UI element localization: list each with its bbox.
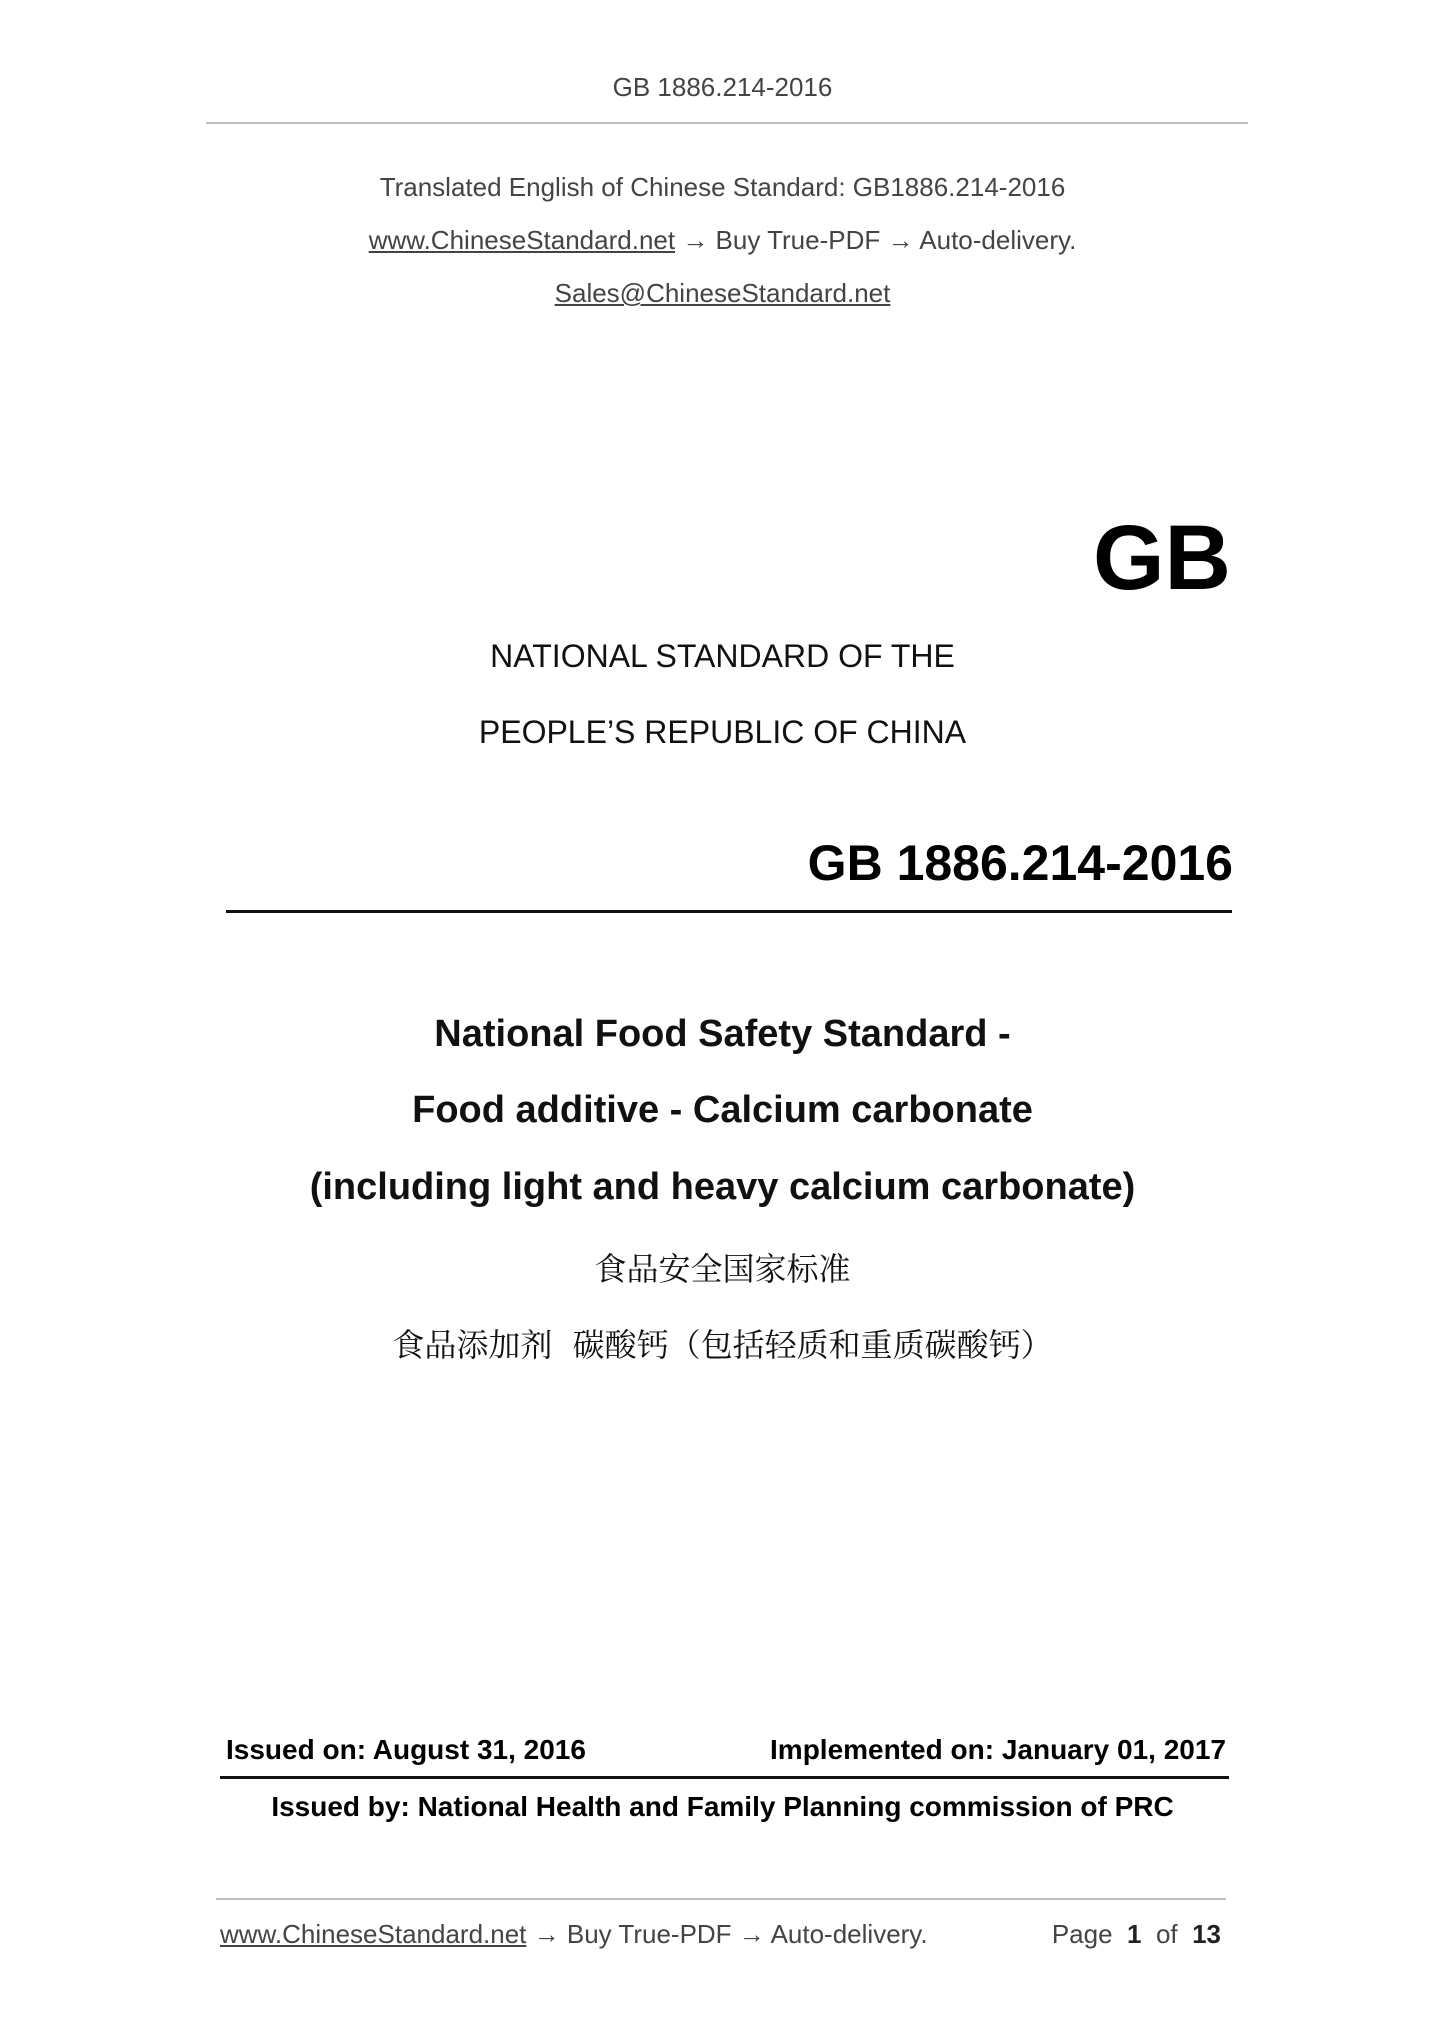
- title-line3: (including light and heavy calcium carbonate): [309, 1166, 1136, 1208]
- national-standard-line2: PEOPLE’S REPUBLIC OF CHINA: [478, 714, 967, 750]
- sales-email-link[interactable]: Sales@ChineseStandard.net: [554, 278, 891, 308]
- purchase-text: → Buy True-PDF → Auto-delivery.: [682, 225, 1077, 255]
- translation-notice: Translated English of Chinese Standard: GB1886.214-2016: [379, 172, 1066, 202]
- issued-on: Issued on: August 31, 2016: [226, 1734, 586, 1765]
- chinese-title1: 食品安全国家标准: [594, 1250, 851, 1288]
- national-standard-line1: NATIONAL STANDARD OF THE: [490, 638, 955, 674]
- purchase-line: [0, 225, 1445, 256]
- standard-number: GB 1886.214-2016: [807, 835, 1233, 891]
- page-label: Page: [1051, 1919, 1113, 1949]
- gb-mark: GB: [1093, 507, 1231, 609]
- header-divider: [206, 122, 1248, 124]
- footer-purchase-text: → Buy True-PDF → Auto-delivery.: [526, 1919, 928, 1949]
- running-header-title: GB 1886.214-2016: [612, 72, 833, 102]
- site-link[interactable]: www.ChineseStandard.net: [368, 225, 676, 255]
- page-indicator: [1052, 1919, 1221, 1950]
- footer-divider: [216, 1898, 1226, 1900]
- page-total: 13: [1192, 1919, 1221, 1949]
- title-line2: Food additive - Calcium carbonate: [412, 1089, 1033, 1131]
- footer-purchase-line: [220, 1919, 928, 1950]
- page-of-label: of: [1155, 1919, 1178, 1949]
- standard-number-rule: [226, 910, 1232, 913]
- email-line: [0, 278, 1445, 309]
- page-current: 1: [1127, 1919, 1142, 1949]
- chinese-title2: 食品添加剂 碳酸钙（包括轻质和重质碳酸钙）: [392, 1326, 1053, 1364]
- title-line1: National Food Safety Standard -: [434, 1013, 1011, 1055]
- footer-site-link[interactable]: www.ChineseStandard.net: [220, 1919, 527, 1949]
- issued-divider: [220, 1776, 1229, 1779]
- implemented-on: Implemented on: January 01, 2017: [770, 1734, 1226, 1765]
- issued-by: Issued by: National Health and Family Planning commission of PRC: [271, 1791, 1174, 1822]
